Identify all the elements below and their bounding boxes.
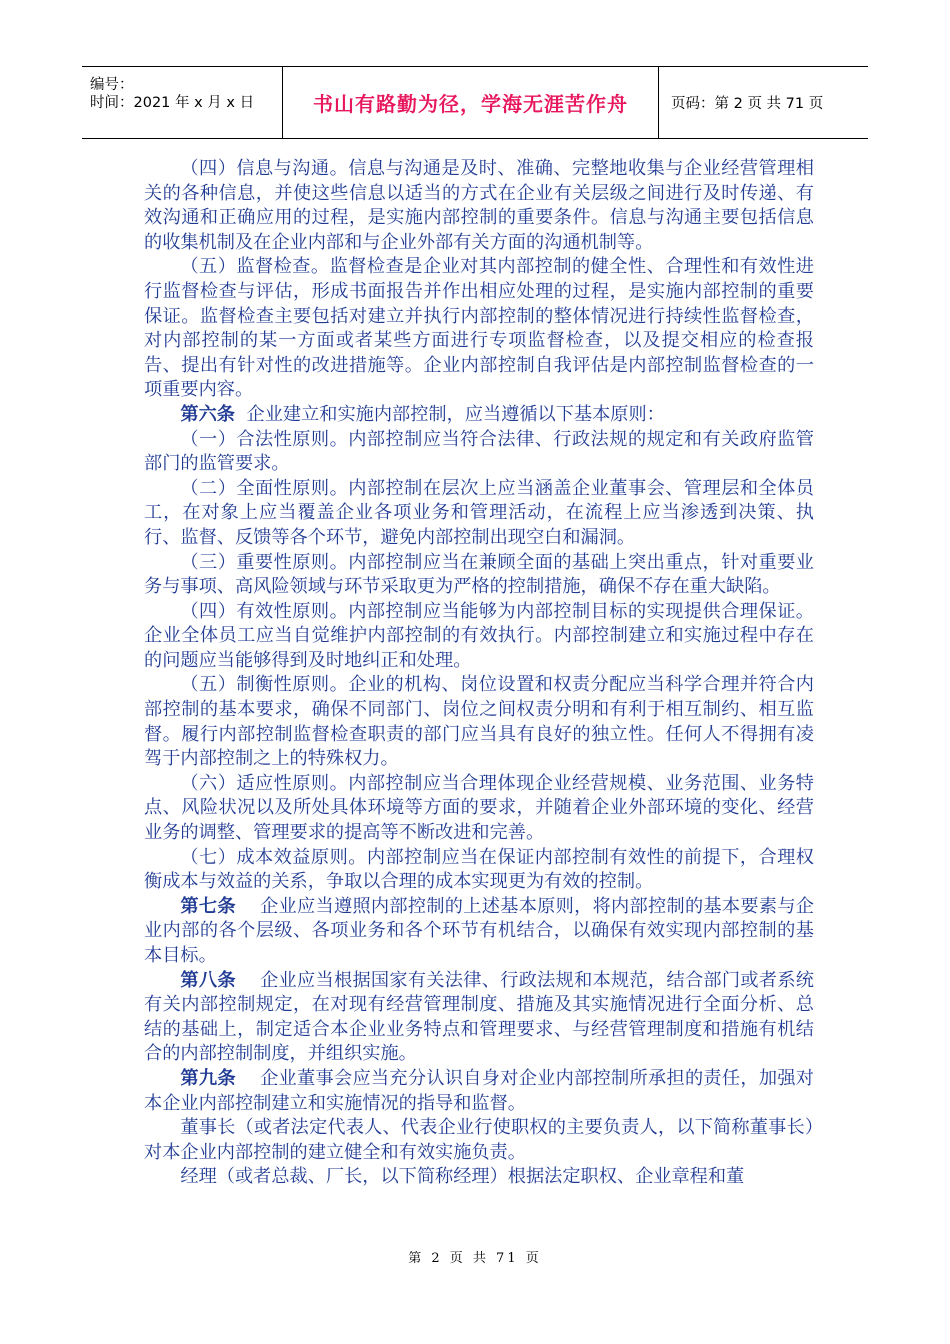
paragraph-text: （五）制衡性原则。企业的机构、岗位设置和权责分配应当科学合理并符合内部控制的基本要求，确保不同部门、岗位之间权责分明和有利于相互制约、相互监督。履行内部控制监督检查职责的部门应当具有良好的独立性。任何人不得拥有凌驾于内部控制之上的特殊权力。 <box>144 674 814 770</box>
body-paragraph <box>144 551 814 600</box>
body-paragraph <box>144 428 814 477</box>
paragraph-text: 企业应当遵照内部控制的上述基本原则，将内部控制的基本要素与企业内部的各个层级、各项业务和各个环节有机结合，以确保有效实现内部控制的基本目标。 <box>144 895 814 966</box>
article-number: 第九条 <box>180 1067 236 1089</box>
article-number: 第八条 <box>180 969 236 991</box>
article-paragraph <box>144 969 814 1067</box>
article-number: 第七条 <box>180 895 236 917</box>
document-number-label: 编号： <box>90 77 134 93</box>
body-paragraph <box>144 673 814 771</box>
body-paragraph <box>144 255 814 403</box>
motto-text: 书山有路勤为径，学海无涯苦作舟 <box>313 92 628 116</box>
paragraph-text: 企业董事会应当充分认识自身对企业内部控制所承担的责任，加强对本企业内部控制建立和实施情况的指导和监督。 <box>144 1067 814 1114</box>
document-date-label: 时间：2021 年 x 月 x 日 <box>90 95 255 111</box>
page-footer: 第 2 页 共 71 页 <box>408 1251 542 1266</box>
body-paragraph <box>144 157 814 255</box>
paragraph-text: （五）监督检查。监督检查是企业对其内部控制的健全性、合理性和有效性进行监督检查与评估，形成书面报告并作出相应处理的过程，是实施内部控制的重要保证。监督检查主要包括对建立并执行内部控制的整体情况进行持续性监督检查，对内部控制的某一方面或者某些方面进行专项监督检查，以及提交相应的检查报告、提出有针对性的改进措施等。企业内部控制自我评估是内部控制监督检查的一项重要内容。 <box>144 256 814 401</box>
body-paragraph <box>144 1116 814 1165</box>
document-body <box>144 157 814 1190</box>
page-header <box>82 66 868 139</box>
body-paragraph <box>144 477 814 551</box>
paragraph-text: 企业应当根据国家有关法律、行政法规和本规范，结合部门或者系统有关内部控制规定，在对现有经营管理制度、措施及其实施情况进行全面分析、总结的基础上，制定适合本企业业务特点和管理要求、与经营管理制度和措施有机结合的内部控制制度，并组织实施。 <box>144 969 814 1065</box>
paragraph-text: （三）重要性原则。内部控制应当在兼顾全面的基础上突出重点，针对重要业务与事项、高风险领域与环节采取更为严格的控制措施，确保不存在重大缺陷。 <box>144 551 814 598</box>
header-page-number: 页码：第 2 页 共 71 页 <box>671 96 824 112</box>
paragraph-text: 董事长（或者法定代表人、代表企业行使职权的主要负责人，以下简称董事长）对本企业内部控制的建立健全和有效实施负责。 <box>144 1117 814 1163</box>
paragraph-text: 企业建立和实施内部控制，应当遵循以下基本原则： <box>234 403 665 425</box>
article-number: 第六条 <box>180 403 235 425</box>
body-paragraph <box>144 1165 814 1190</box>
header-meta <box>82 67 283 138</box>
body-paragraph <box>144 846 814 895</box>
paragraph-text: （一）合法性原则。内部控制应当符合法律、行政法规的规定和有关政府监管部门的监管要求。 <box>144 428 814 475</box>
paragraph-text: 经理（或者总裁、厂长，以下简称经理）根据法定职权、企业章程和董 <box>180 1166 745 1188</box>
article-paragraph <box>144 403 814 428</box>
paragraph-text: （二）全面性原则。内部控制在层次上应当涵盖企业董事会、管理层和全体员工，在对象上应当覆盖企业各项业务和管理活动，在流程上应当渗透到决策、执行、监督、反馈等各个环节，避免内部控制出现空白和漏洞。 <box>144 477 814 548</box>
header-motto <box>283 67 659 138</box>
body-paragraph <box>144 772 814 846</box>
paragraph-text: （六）适应性原则。内部控制应当合理体现企业经营规模、业务范围、业务特点、风险状况以及所处具体环境等方面的要求，并随着企业外部环境的变化、经营业务的调整、管理要求的提高等不断改进和完善。 <box>144 772 814 844</box>
article-paragraph <box>144 895 814 969</box>
paragraph-text: （七）成本效益原则。内部控制应当在保证内部控制有效性的前提下，合理权衡成本与效益的关系，争取以合理的成本实现更为有效的控制。 <box>144 846 814 893</box>
body-paragraph <box>144 600 814 674</box>
paragraph-text: （四）有效性原则。内部控制应当能够为内部控制目标的实现提供合理保证。企业全体员工应当自觉维护内部控制的有效执行。内部控制建立和实施过程中存在的问题应当能够得到及时地纠正和处理。 <box>144 600 814 671</box>
paragraph-text: （四）信息与沟通。信息与沟通是及时、准确、完整地收集与企业经营管理相关的各种信息，并使这些信息以适当的方式在企业有关层级之间进行及时传递、有效沟通和正确应用的过程，是实施内部控制的重要条件。信息与沟通主要包括信息的收集机制及在企业内部和与企业外部有关方面的沟通机制等。 <box>144 158 814 253</box>
article-paragraph <box>144 1067 814 1116</box>
